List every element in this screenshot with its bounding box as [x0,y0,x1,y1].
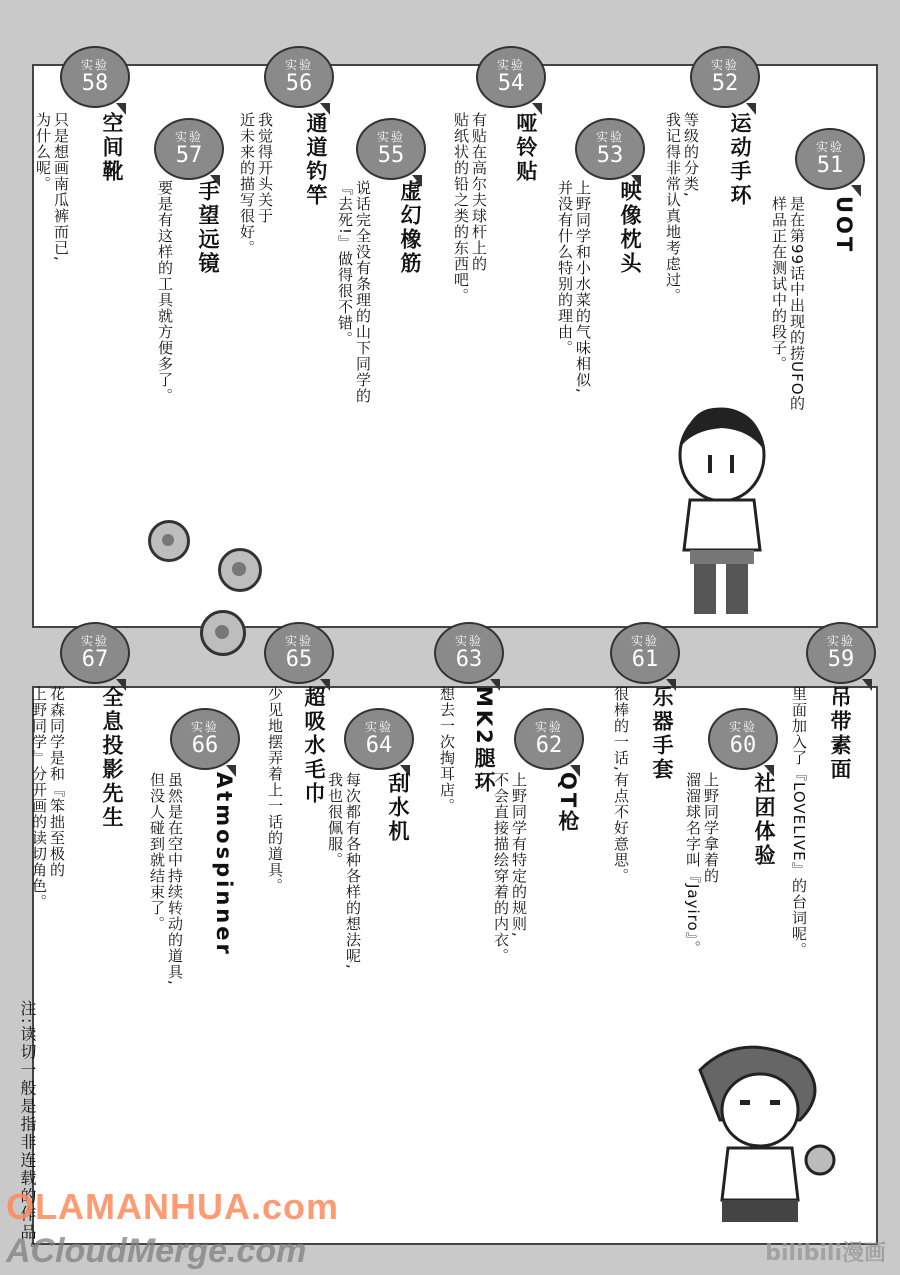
experiment-description-52 [664,112,700,304]
experiment-number: 66 [191,733,219,758]
experiment-bubble-55 [356,118,426,180]
experiment-bubble-66 [170,708,240,770]
experiment-label: 实验 [826,634,855,648]
description-line: 但没人碰到就结束了。 [148,772,166,932]
experiment-label: 实验 [815,140,844,154]
experiment-title-62: QT枪 [556,772,580,835]
experiment-description-58 [34,112,70,262]
experiment-number: 52 [711,71,739,96]
experiment-label: 实验 [284,58,313,72]
ball-decoration [148,520,190,562]
experiment-title-56: 通道钓竿 [304,112,328,208]
experiment-description-51 [770,196,806,412]
experiment-label: 实验 [364,720,393,734]
experiment-description-55 [336,180,372,404]
experiment-bubble-58 [60,46,130,108]
experiment-number: 63 [455,647,483,672]
experiment-label: 实验 [80,634,109,648]
experiment-number: 58 [81,71,109,96]
experiment-label: 实验 [80,58,109,72]
experiment-description-56 [238,112,274,256]
description-line: 样品正在测试中的段子。 [770,196,788,372]
ball-decoration [200,610,246,656]
experiment-label: 实验 [630,634,659,648]
experiment-description-62 [492,772,528,964]
experiment-number: 51 [816,153,844,178]
experiment-bubble-56 [264,46,334,108]
experiment-label: 实验 [376,130,405,144]
description-line: 我记得非常认真地考虑过。 [664,112,682,304]
description-line: 『去死!』做得很不错。 [336,180,354,348]
experiment-title-61: 乐器手套 [650,686,674,782]
description-line: 虽然是在空中持续转动的道具, [166,772,184,986]
description-line: 上野同学拿着的 [702,772,720,884]
experiment-description-66 [148,772,184,986]
experiment-bubble-63 [434,622,504,684]
experiment-title-58: 空间靴 [100,112,124,184]
experiment-title-52: 运动手环 [728,112,752,208]
experiment-bubble-53 [575,118,645,180]
experiment-number: 54 [497,71,525,96]
experiment-bubble-61 [610,622,680,684]
experiment-bubble-62 [514,708,584,770]
experiment-number: 56 [285,71,313,96]
experiment-number: 59 [827,647,855,672]
experiment-number: 57 [175,143,203,168]
experiment-title-54: 哑铃贴 [514,112,538,184]
experiment-bubble-57 [154,118,224,180]
experiment-label: 实验 [534,720,563,734]
experiment-description-57 [156,180,174,404]
experiment-title-63: MK2腿环 [472,686,496,795]
experiment-title-60: 社团体验 [752,772,776,868]
experiment-title-53: 映像枕头 [618,180,642,276]
description-line: 很棒的一话,有点不好意思。 [612,686,630,884]
experiment-title-67: 全息投影先生 [100,686,124,830]
experiment-description-59 [790,686,808,958]
description-line: 是在第99话中出现的捞UFO的 [788,196,806,412]
experiment-bubble-54 [476,46,546,108]
boy-character-illustration [660,400,790,620]
experiment-number: 62 [535,733,563,758]
experiment-label: 实验 [728,720,757,734]
description-line: 我觉得开头关于 [256,112,274,224]
experiment-bubble-60 [708,708,778,770]
experiment-label: 实验 [595,130,624,144]
description-line: 想去一次掏耳店。 [438,686,456,814]
girl-character-illustration [680,1030,840,1240]
description-line: 上野同学和小水菜的气味相似, [574,180,592,394]
description-line: 说话完全没有条理的山下同学的 [354,180,372,404]
description-line: 近未来的描写很好。 [238,112,256,256]
experiment-label: 实验 [190,720,219,734]
experiment-title-59: 吊带素面 [828,686,852,782]
experiment-bubble-64 [344,708,414,770]
experiment-label: 实验 [284,634,313,648]
experiment-title-64: 刮水机 [386,772,410,844]
description-line: 并没有什么特别的理由。 [556,180,574,356]
description-line: 里面加入了『LOVELIVE』的台词呢。 [790,686,808,958]
experiment-title-55: 虚幻橡筋 [398,180,422,276]
experiment-bubble-52 [690,46,760,108]
experiment-number: 64 [365,733,393,758]
experiment-number: 61 [631,647,659,672]
experiment-description-65 [266,686,284,894]
description-line: 为什么呢。 [34,112,52,192]
experiment-bubble-67 [60,622,130,684]
experiment-title-51: UOT [832,196,856,255]
experiment-bubble-59 [806,622,876,684]
experiment-description-60 [684,772,720,956]
description-line: 溜溜球名字叫『Jayiro』。 [684,772,702,957]
ball-decoration [218,548,262,592]
watermark-acloudmerge: ACloudMerge.com [6,1232,307,1270]
description-line: 只是想画南瓜裤而已, [52,112,70,262]
experiment-number: 53 [596,143,624,168]
experiment-number: 55 [377,143,405,168]
experiment-bubble-51 [795,128,865,190]
experiment-label: 实验 [174,130,203,144]
experiment-description-54 [452,112,488,304]
description-line: 少见地摆弄着上一话的道具。 [266,686,284,894]
watermark-olamanhua: OLAMANHUA.com [6,1186,339,1227]
experiment-label: 实验 [496,58,525,72]
description-line: 上野同学』分开画的读切角色。 [30,686,48,910]
experiment-description-64 [326,772,362,970]
experiment-title-66: Atmospinner [212,772,236,957]
experiment-description-53 [556,180,592,394]
footnote: 注:读切一般是指非连载的作品。 [18,1000,37,1260]
experiment-label: 实验 [710,58,739,72]
experiment-number: 67 [81,647,109,672]
experiment-description-63 [438,686,456,814]
experiment-title-65: 超吸水毛巾 [302,686,326,806]
description-line: 我也很佩服。 [326,772,344,868]
experiment-description-67 [30,686,66,910]
description-line: 有贴在高尔夫球杆上的 [470,112,488,272]
description-line: 不会直接描绘穿着的内衣。 [492,772,510,964]
description-line: 花森同学是和『笨拙至极的 [48,686,66,878]
description-line: 每次都有各种各样的想法呢, [344,772,362,970]
experiment-label: 实验 [454,634,483,648]
description-line: 上野同学有特定的规则, [510,772,528,938]
description-line: 等级的分类, [682,112,700,198]
experiment-title-57: 手望远镜 [196,180,220,276]
watermark-bilibili: bilibili漫画 [765,1241,886,1266]
description-line: 贴纸状的铅之类的东西吧。 [452,112,470,304]
experiment-number: 60 [729,733,757,758]
experiment-number: 65 [285,647,313,672]
experiment-description-61 [612,686,630,884]
description-line: 要是有这样的工具就方便多了。 [156,180,174,404]
experiment-bubble-65 [264,622,334,684]
